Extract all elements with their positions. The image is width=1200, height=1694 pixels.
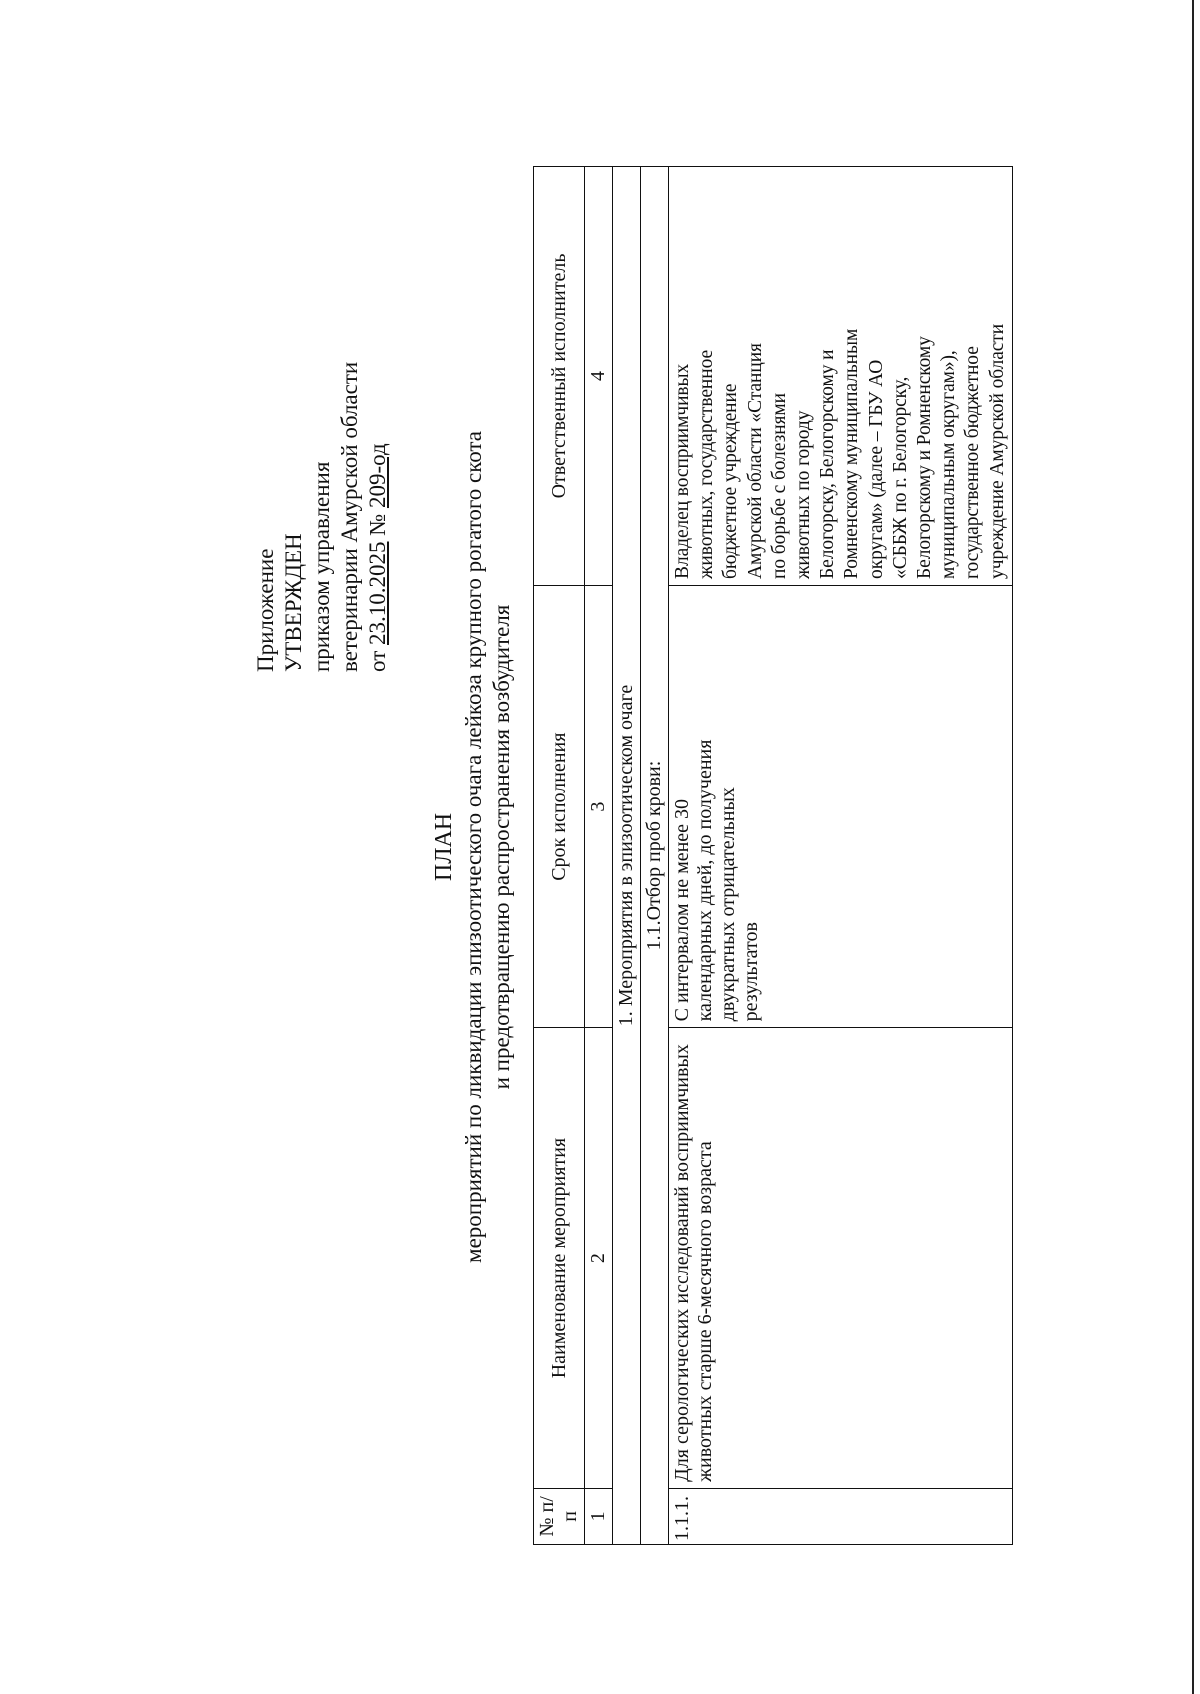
table-header-row	[534, 167, 585, 1545]
col-number-2: 2	[585, 1028, 613, 1488]
section-title: 1. Мероприятия в эпизоотическом очаге	[613, 167, 641, 1545]
row-term-line: календарных дней, до получения	[694, 739, 716, 1022]
row-responsible-line: Белогорску, Белогорскому и	[817, 349, 839, 579]
row-responsible-line: животных, государственное	[696, 349, 718, 579]
title-line-2: и предотвращению распространения возбудителя	[489, 604, 514, 1090]
row-term	[669, 585, 1013, 1027]
row-responsible-line: «СББЖ по г. Белогорску,	[889, 376, 911, 579]
header-responsible: Ответственный исполнитель	[534, 167, 585, 586]
section-row	[613, 167, 641, 1545]
row-responsible-line: муниципальным округам»),	[938, 350, 960, 579]
approval-date-line	[364, 362, 392, 672]
row-responsible	[669, 167, 1013, 586]
row-responsible-line: Владелец восприимчивых	[672, 363, 693, 579]
row-number: 1.1.1.	[669, 1488, 1013, 1544]
approval-line-1: Приложение	[253, 548, 278, 672]
row-term-line: результатов	[740, 922, 762, 1022]
row-responsible-line: Амурской области «Станция	[744, 343, 766, 579]
header-term: Срок исполнения	[534, 585, 585, 1027]
approval-line-3: приказом управления	[309, 461, 334, 672]
scan-edge-line	[1192, 0, 1194, 1694]
table-row	[669, 167, 1013, 1545]
title-line-1: мероприятий по ликвидации эпизоотического очага лейкоза крупного рогатого скота	[461, 431, 486, 1263]
row-responsible-line: животных по городу	[793, 410, 815, 579]
row-responsible-line: по борьбе с болезнями	[768, 393, 790, 579]
col-number-1: 1	[585, 1488, 613, 1544]
row-name	[669, 1028, 1013, 1488]
approval-prefix: от	[365, 650, 390, 672]
row-name-line: животных старше 6-месячного возраста	[694, 1141, 716, 1482]
column-number-row	[585, 167, 613, 1545]
header-num: № п/п	[534, 1488, 585, 1544]
document-title	[430, 97, 516, 1597]
approval-stamp	[252, 362, 392, 672]
row-responsible-line: Ромненскому муниципальным	[841, 328, 863, 579]
approval-line-4: ветеринарии Амурской области	[337, 361, 362, 672]
approval-number: 209-од	[365, 443, 390, 509]
row-term-line: С интервалом не менее 30	[671, 798, 693, 1022]
subsection-row	[641, 167, 669, 1545]
col-number-4: 4	[585, 167, 613, 586]
approval-date: 23.10.2025	[365, 541, 390, 645]
row-responsible-line: государственное бюджетное	[962, 346, 984, 579]
row-responsible-line: округам» (далее – ГБУ АО	[865, 359, 887, 579]
row-responsible-line: учреждение Амурской области	[986, 323, 1008, 579]
row-name-line: Для серологических исследований восприимчивых	[671, 1044, 693, 1482]
col-number-3: 3	[585, 585, 613, 1027]
approval-line-2: УТВЕРЖДЕН	[281, 533, 306, 672]
row-term-line: двукратных отрицательных	[717, 787, 739, 1022]
subsection-title: 1.1.Отбор проб крови:	[641, 167, 669, 1545]
document-page	[20, 97, 1020, 1597]
header-name: Наименование мероприятия	[534, 1028, 585, 1488]
row-responsible-line: Белогорскому и Ромненскому	[914, 336, 936, 579]
approval-number-sign: №	[365, 513, 390, 536]
row-responsible-line: бюджетное учреждение	[720, 383, 742, 579]
title-heading: ПЛАН	[431, 812, 457, 882]
plan-table	[533, 166, 1013, 1545]
